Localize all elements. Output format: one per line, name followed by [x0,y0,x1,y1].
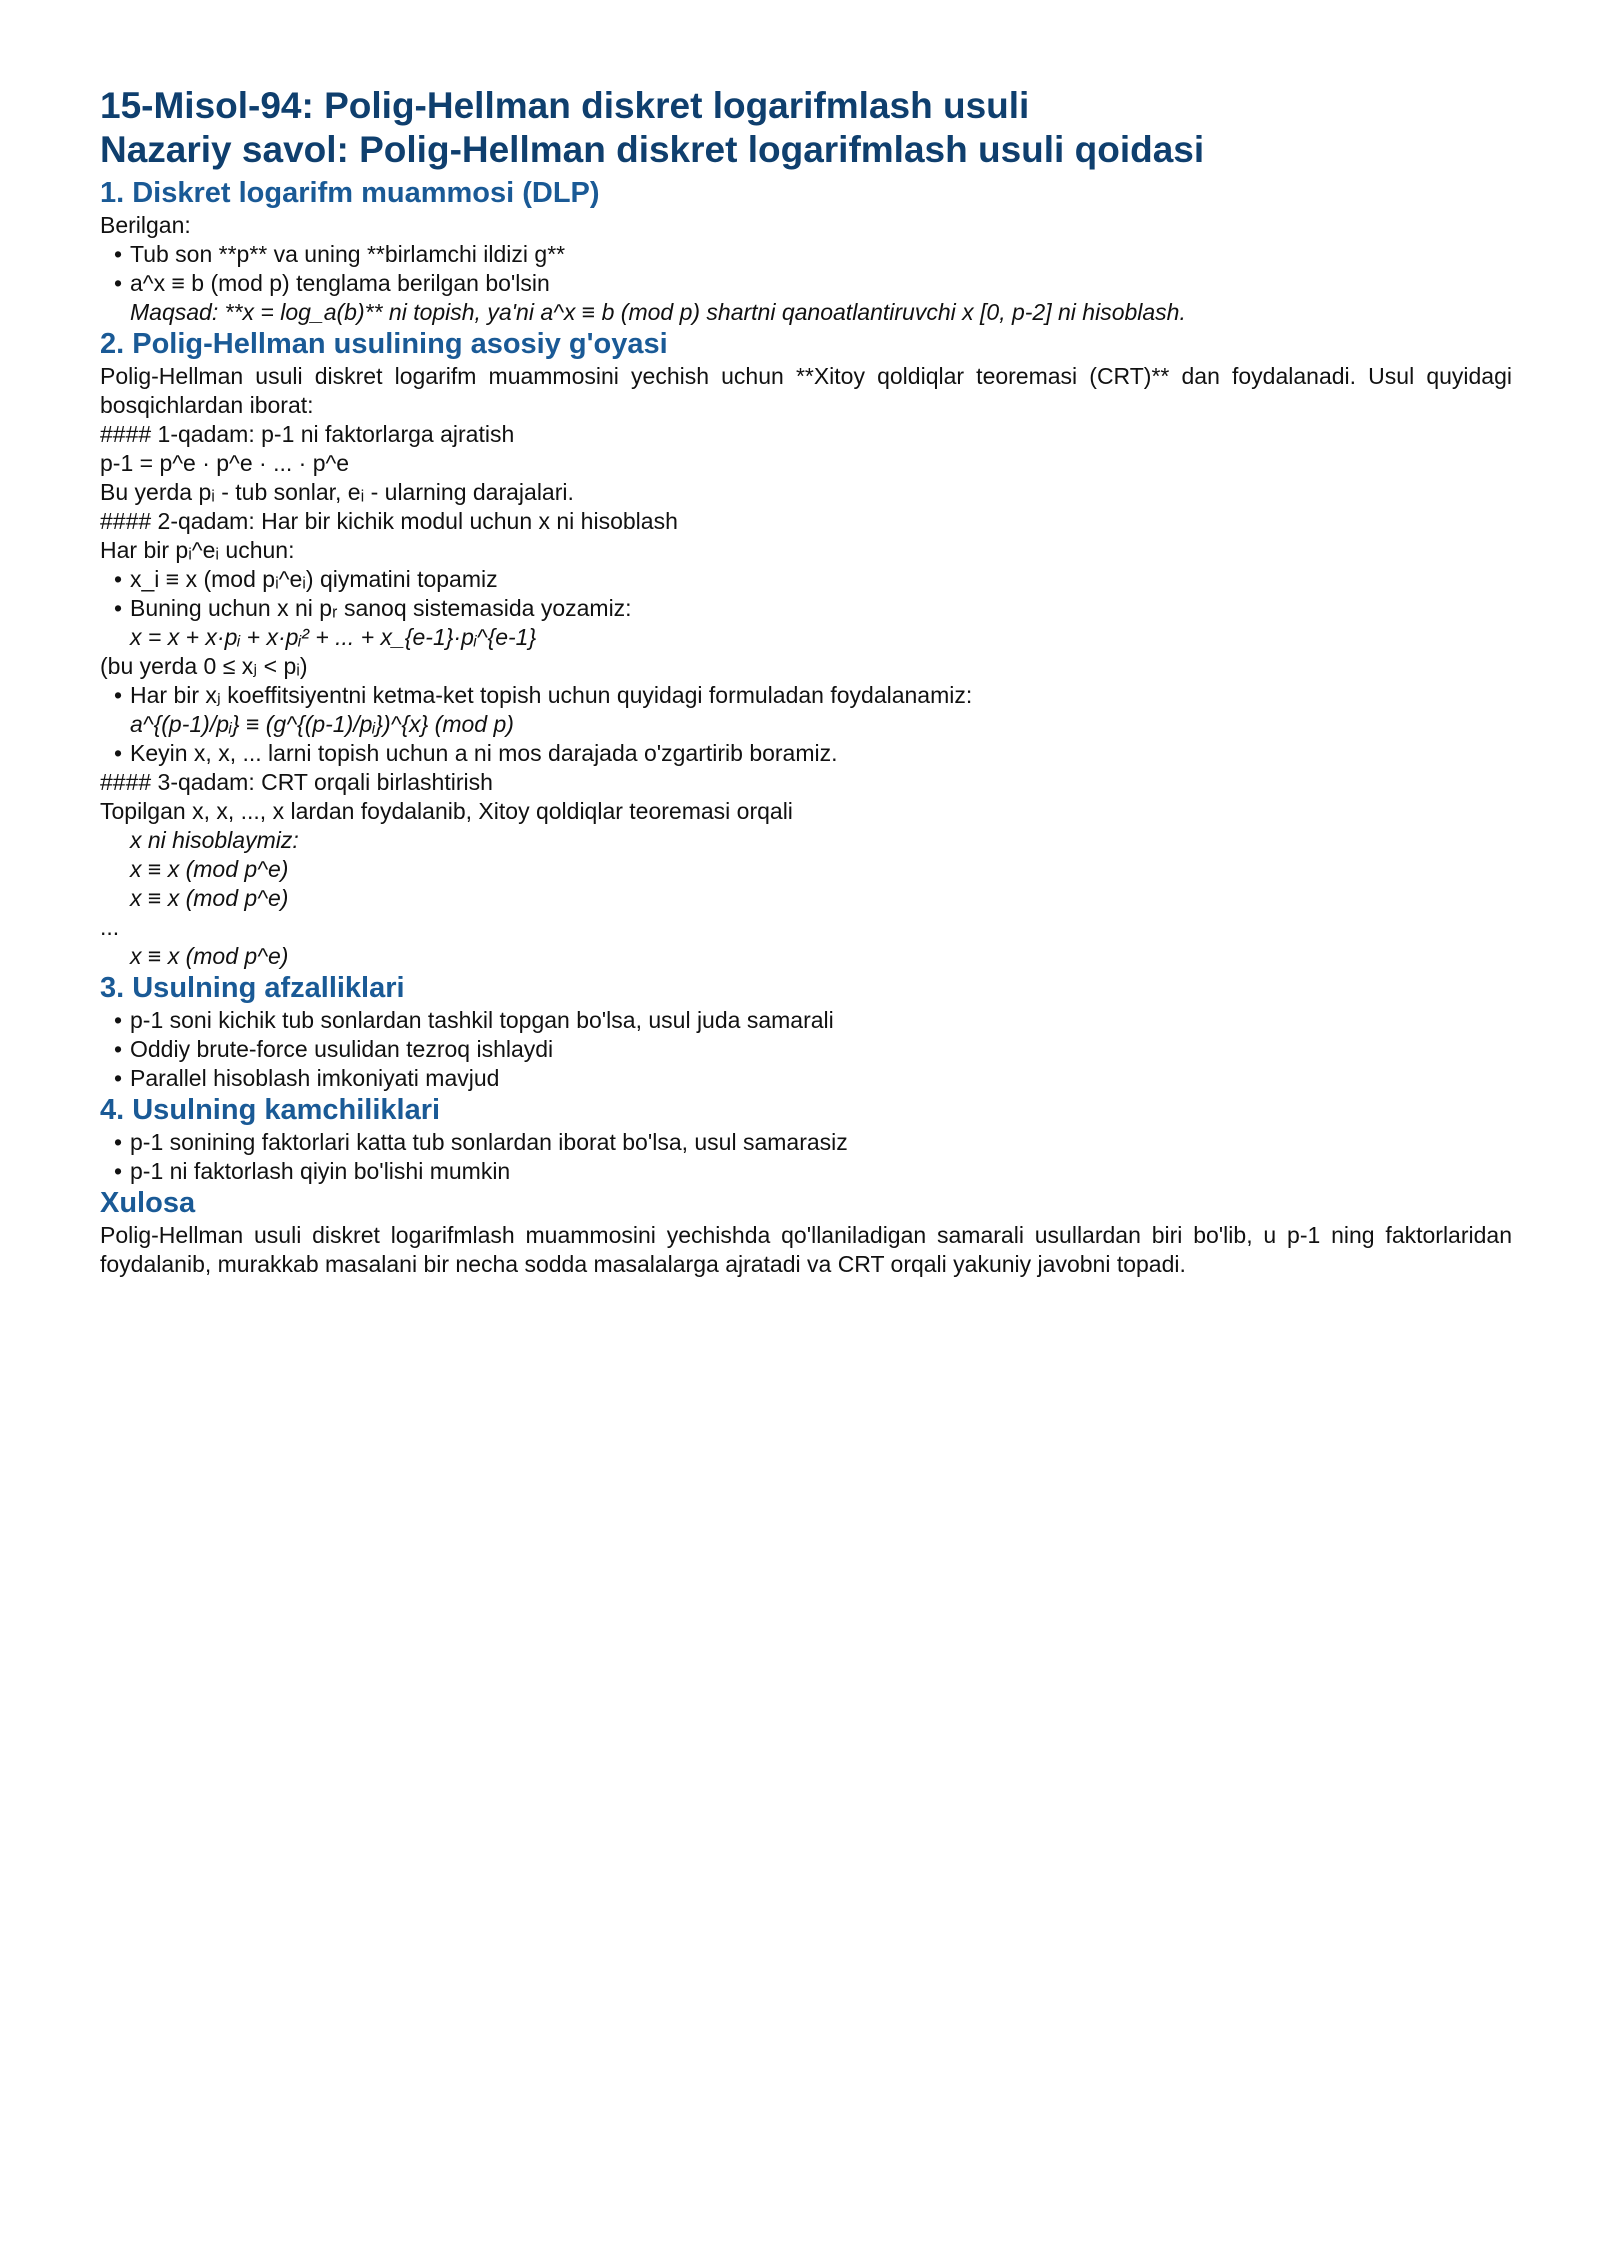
step-3-line: x ni hisoblaymiz: [130,827,299,853]
step-3-intro: Topilgan x, x, ..., x lardan foydalanib, Xitoy qoldiqlar teoremasi orqali [100,798,793,824]
step-1-note: Bu yerda pᵢ - tub sonlar, eᵢ - ularning darajalari. [100,479,574,505]
step-2-formula: x = x + x·pᵢ + x·pᵢ² + ... + x_{e-1}·pᵢ^{e-1} [130,624,537,650]
bullet-icon: • [114,1065,123,1091]
bullet-icon: • [114,270,123,296]
list-item: • Har bir xⱼ koeffitsiyentni ketma-ket topish uchun quyidagi formuladan foydalanamiz: [114,682,973,708]
section-1-goal: Maqsad: **x = log_a(b)** ni topish, ya'ni a^x ≡ b (mod p) shartni qanoatlantiruvchi x [0, p-2] ni hisoblash. [130,299,1186,325]
step-3-line: x ≡ x (mod p^e) [130,885,289,911]
bullet-icon: • [114,241,123,267]
section-2-heading: 2. Polig-Hellman usulining asosiy g'oyasi [100,328,668,360]
bullet-icon: • [114,1158,123,1184]
list-item: • p-1 sonining faktorlari katta tub sonlardan iborat bo'lsa, usul samarasiz [114,1129,848,1155]
section-1-intro: Berilgan: [100,212,191,238]
step-1-formula: p-1 = p^e · p^e · ... · p^e [100,450,350,476]
step-3-heading: #### 3-qadam: CRT orqali birlashtirish [100,769,493,795]
list-item: • a^x ≡ b (mod p) tenglama berilgan bo'lsin [114,270,550,296]
step-2-bullet-list-3 [100,739,1512,768]
list-item: • p-1 ni faktorlash qiyin bo'lishi mumkin [114,1158,511,1184]
step-1-heading: #### 1-qadam: p-1 ni faktorlarga ajratish [100,421,515,447]
section-4-bullet-list [100,1128,1512,1186]
bullet-icon: • [114,740,123,766]
bullet-icon: • [114,1129,123,1155]
section-3-bullet-list [100,1006,1512,1093]
document-page [100,84,1512,1279]
list-item: • x_i ≡ x (mod pᵢ^eᵢ) qiymatini topamiz [114,566,498,592]
list-item: • Keyin x, x, ... larni topish uchun a ni mos darajada o'zgartirib boramiz. [114,740,838,766]
step-3-line: x ≡ x (mod p^e) [130,856,289,882]
document-subtitle: Nazariy savol: Polig-Hellman diskret logarifmlash usuli qoidasi [100,129,1205,170]
list-item: • Buning uchun x ni pᵣ sanoq sistemasida yozamiz: [114,595,632,621]
bullet-icon: • [114,1036,123,1062]
bullet-icon: • [114,1007,123,1033]
section-1-heading: 1. Diskret logarifm muammosi (DLP) [100,177,600,209]
bullet-icon: • [114,566,123,592]
step-2-formula-2: a^{(p-1)/pᵢ} ≡ (g^{(p-1)/pᵢ})^{x} (mod p) [130,711,514,737]
step-2-intro: Har bir pᵢ^eᵢ uchun: [100,537,295,563]
step-2-bullet-list [100,565,1512,623]
step-2-heading: #### 2-qadam: Har bir kichik modul uchun x ni hisoblash [100,508,678,534]
step-3-dots: ... [100,914,120,940]
step-2-range: (bu yerda 0 ≤ xⱼ < pᵢ) [100,653,308,679]
list-item: • Tub son **p** va uning **birlamchi ildizi g** [114,241,566,267]
section-3-heading: 3. Usulning afzalliklari [100,972,405,1004]
bullet-icon: • [114,682,123,708]
conclusion-heading: Xulosa [100,1187,196,1219]
document-title: 15-Misol-94: Polig-Hellman diskret logarifmlash usuli [100,85,1030,126]
list-item: • p-1 soni kichik tub sonlardan tashkil topgan bo'lsa, usul juda samarali [114,1007,834,1033]
section-2-intro: Polig-Hellman usuli diskret logarifm muammosini yechish uchun **Xitoy qoldiqlar teoremasi (CRT)** dan foydalanadi. Usul quyidagi bosqichlardan iborat: [100,363,1512,418]
step-3-last-line: x ≡ x (mod p^e) [130,943,289,969]
bullet-icon: • [114,595,123,621]
list-item: • Oddiy brute-force usulidan tezroq ishlaydi [114,1036,554,1062]
conclusion-text: Polig-Hellman usuli diskret logarifmlash muammosini yechishda qo'llaniladigan samarali usullardan biri bo'lib, u p-1 ning faktorlaridan foydalanib, murakkab masalani bir necha sodda masalalarga ajratadi va CRT orqali yakuniy javobni topadi. [100,1222,1512,1277]
section-1-bullet-list [100,240,1512,298]
section-4-heading: 4. Usulning kamchiliklari [100,1094,441,1126]
step-2-bullet-list-2 [100,681,1512,710]
list-item: • Parallel hisoblash imkoniyati mavjud [114,1065,500,1091]
